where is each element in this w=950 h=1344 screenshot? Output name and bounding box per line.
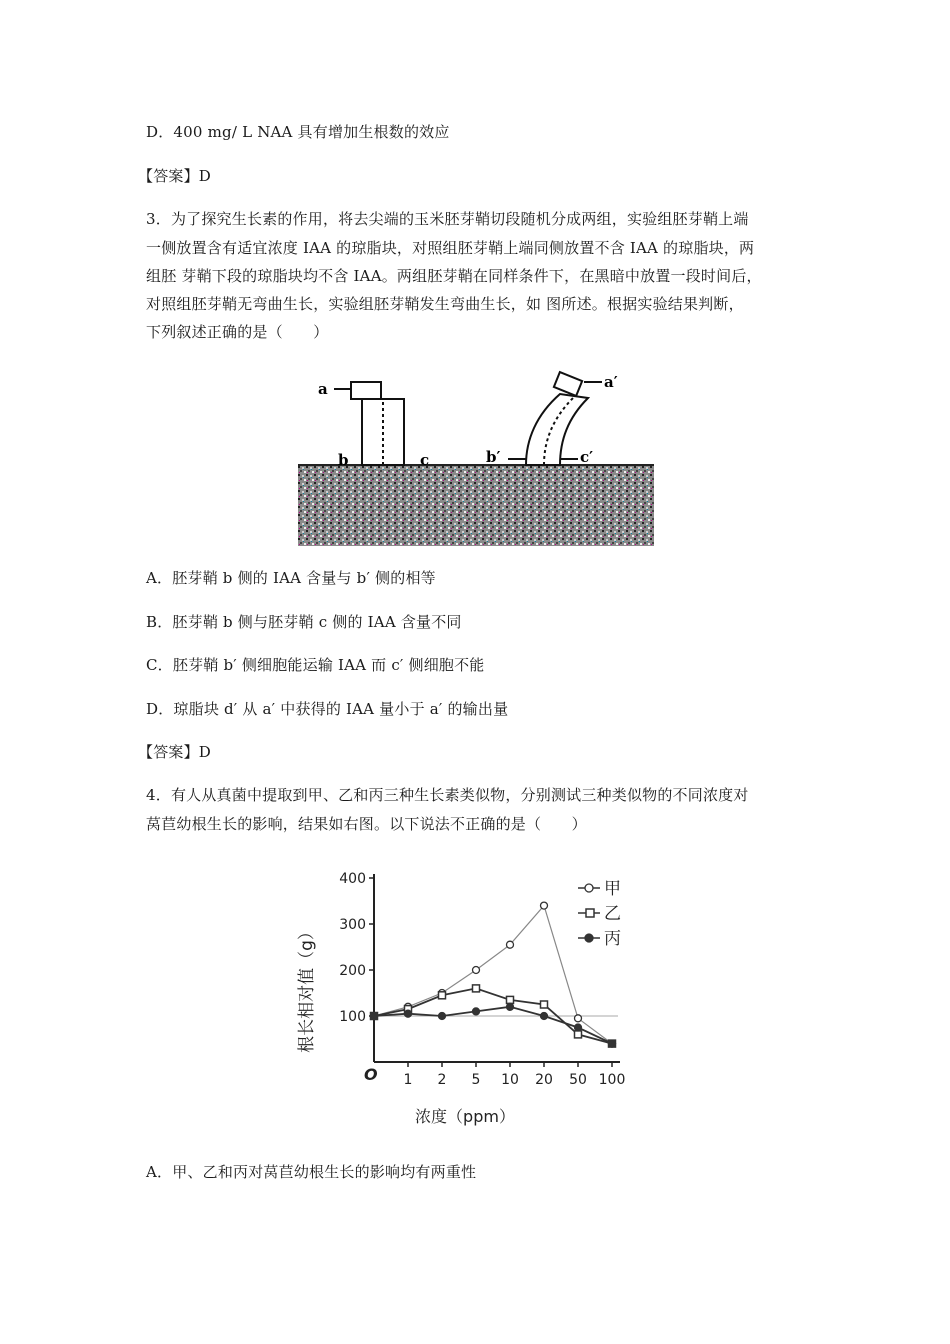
series-1-point <box>575 1015 582 1022</box>
legend-label: 乙 <box>604 904 621 924</box>
series-2-point <box>541 1001 548 1008</box>
series-2-point <box>507 996 514 1003</box>
label-c-prime: c′ <box>580 448 594 466</box>
y-tick-label: 100 <box>339 1009 366 1025</box>
x-tick-label: 50 <box>569 1072 587 1088</box>
series-1-point <box>507 941 514 948</box>
series-2-point <box>439 992 446 999</box>
coleoptile-figure <box>298 370 654 546</box>
series-3-point <box>371 1013 378 1020</box>
x-tick-label: 2 <box>437 1072 447 1088</box>
experimental-coleoptile <box>526 394 588 465</box>
q3-stem-line-1: 3．为了探究生长素的作用，将去尖端的玉米胚芽鞘切段随机分成两组，实验组胚芽鞘上端 <box>146 210 749 228</box>
series-3-point <box>439 1013 446 1020</box>
y-axis-label: 根长相对值（g） <box>297 923 317 1053</box>
x-tick-label: 5 <box>471 1072 481 1088</box>
q4-stem-line-1: 4．有人从真菌中提取到甲、乙和丙三种生长素类似物，分别测试三种类似物的不同浓度对 <box>146 786 749 804</box>
legend-marker <box>586 909 594 917</box>
series-line-1 <box>374 906 612 1044</box>
q4-stem-line-2: 莴苣幼根生长的影响，结果如右图。以下说法不正确的是（ ） <box>146 815 587 833</box>
q2-option-d: D．400 mg/ L NAA 具有增加生根数的效应 <box>146 123 450 141</box>
y-tick-label: 400 <box>339 871 366 887</box>
legend-marker <box>585 934 593 942</box>
q3-stem-line-5: 下列叙述正确的是（ ） <box>146 323 329 341</box>
q2-answer: 【答案】D <box>138 167 212 185</box>
q3-option-d: D．琼脂块 d′ 从 a′ 中获得的 IAA 量小于 a′ 的输出量 <box>146 700 509 718</box>
label-c: c <box>420 451 430 469</box>
series-3-point <box>609 1040 616 1047</box>
legend-label: 甲 <box>604 879 621 899</box>
x-tick-label: 1 <box>403 1072 413 1088</box>
series-1-point <box>473 967 480 974</box>
series-1-point <box>541 902 548 909</box>
control-agar-block <box>351 382 381 399</box>
label-b-prime: b′ <box>486 448 501 466</box>
q3-option-b: B．胚芽鞘 b 侧与胚芽鞘 c 侧的 IAA 含量不同 <box>146 613 462 631</box>
origin-label: O <box>364 1065 378 1084</box>
y-tick-label: 200 <box>339 963 366 979</box>
label-a: a <box>318 380 328 398</box>
legend-label: 丙 <box>604 929 621 949</box>
label-a-prime: a′ <box>604 373 618 391</box>
x-tick-label: 10 <box>501 1072 519 1088</box>
q3-stem-line-4: 对照组胚芽鞘无弯曲生长，实验组胚芽鞘发生弯曲生长，如 图所述。根据实验结果判断， <box>146 295 744 313</box>
x-axis-label: 浓度（ppm） <box>415 1107 515 1126</box>
series-2-point <box>575 1031 582 1038</box>
series-3-point <box>473 1008 480 1015</box>
x-tick-label: 20 <box>535 1072 553 1088</box>
root-length-chart <box>290 866 640 1134</box>
series-3-point <box>575 1024 582 1031</box>
y-tick-label: 300 <box>339 917 366 933</box>
q3-option-c: C．胚芽鞘 b′ 侧细胞能运输 IAA 而 c′ 侧细胞不能 <box>146 656 485 674</box>
series-3-point <box>541 1013 548 1020</box>
series-3-point <box>405 1010 412 1017</box>
experimental-agar-block <box>554 372 582 396</box>
q3-stem-line-2: 一侧放置含有适宜浓度 IAA 的琼脂块，对照组胚芽鞘上端同侧放置不含 IAA 的琼脂块，两 <box>146 239 755 257</box>
x-tick-label: 100 <box>598 1072 626 1088</box>
legend-marker <box>585 884 593 892</box>
series-2-point <box>473 985 480 992</box>
series-3-point <box>507 1003 514 1010</box>
q3-answer: 【答案】D <box>138 743 212 761</box>
q3-stem-line-3: 组胚 芽鞘下段的琼脂块均不含 IAA。两组胚芽鞘在同样条件下，在黑暗中放置一段时间后， <box>146 267 762 285</box>
label-b: b <box>338 451 349 469</box>
soil-ground <box>298 465 654 546</box>
q4-option-a: A．甲、乙和丙对莴苣幼根生长的影响均有两重性 <box>146 1163 477 1181</box>
q3-option-a: A．胚芽鞘 b 侧的 IAA 含量与 b′ 侧的相等 <box>146 569 436 587</box>
